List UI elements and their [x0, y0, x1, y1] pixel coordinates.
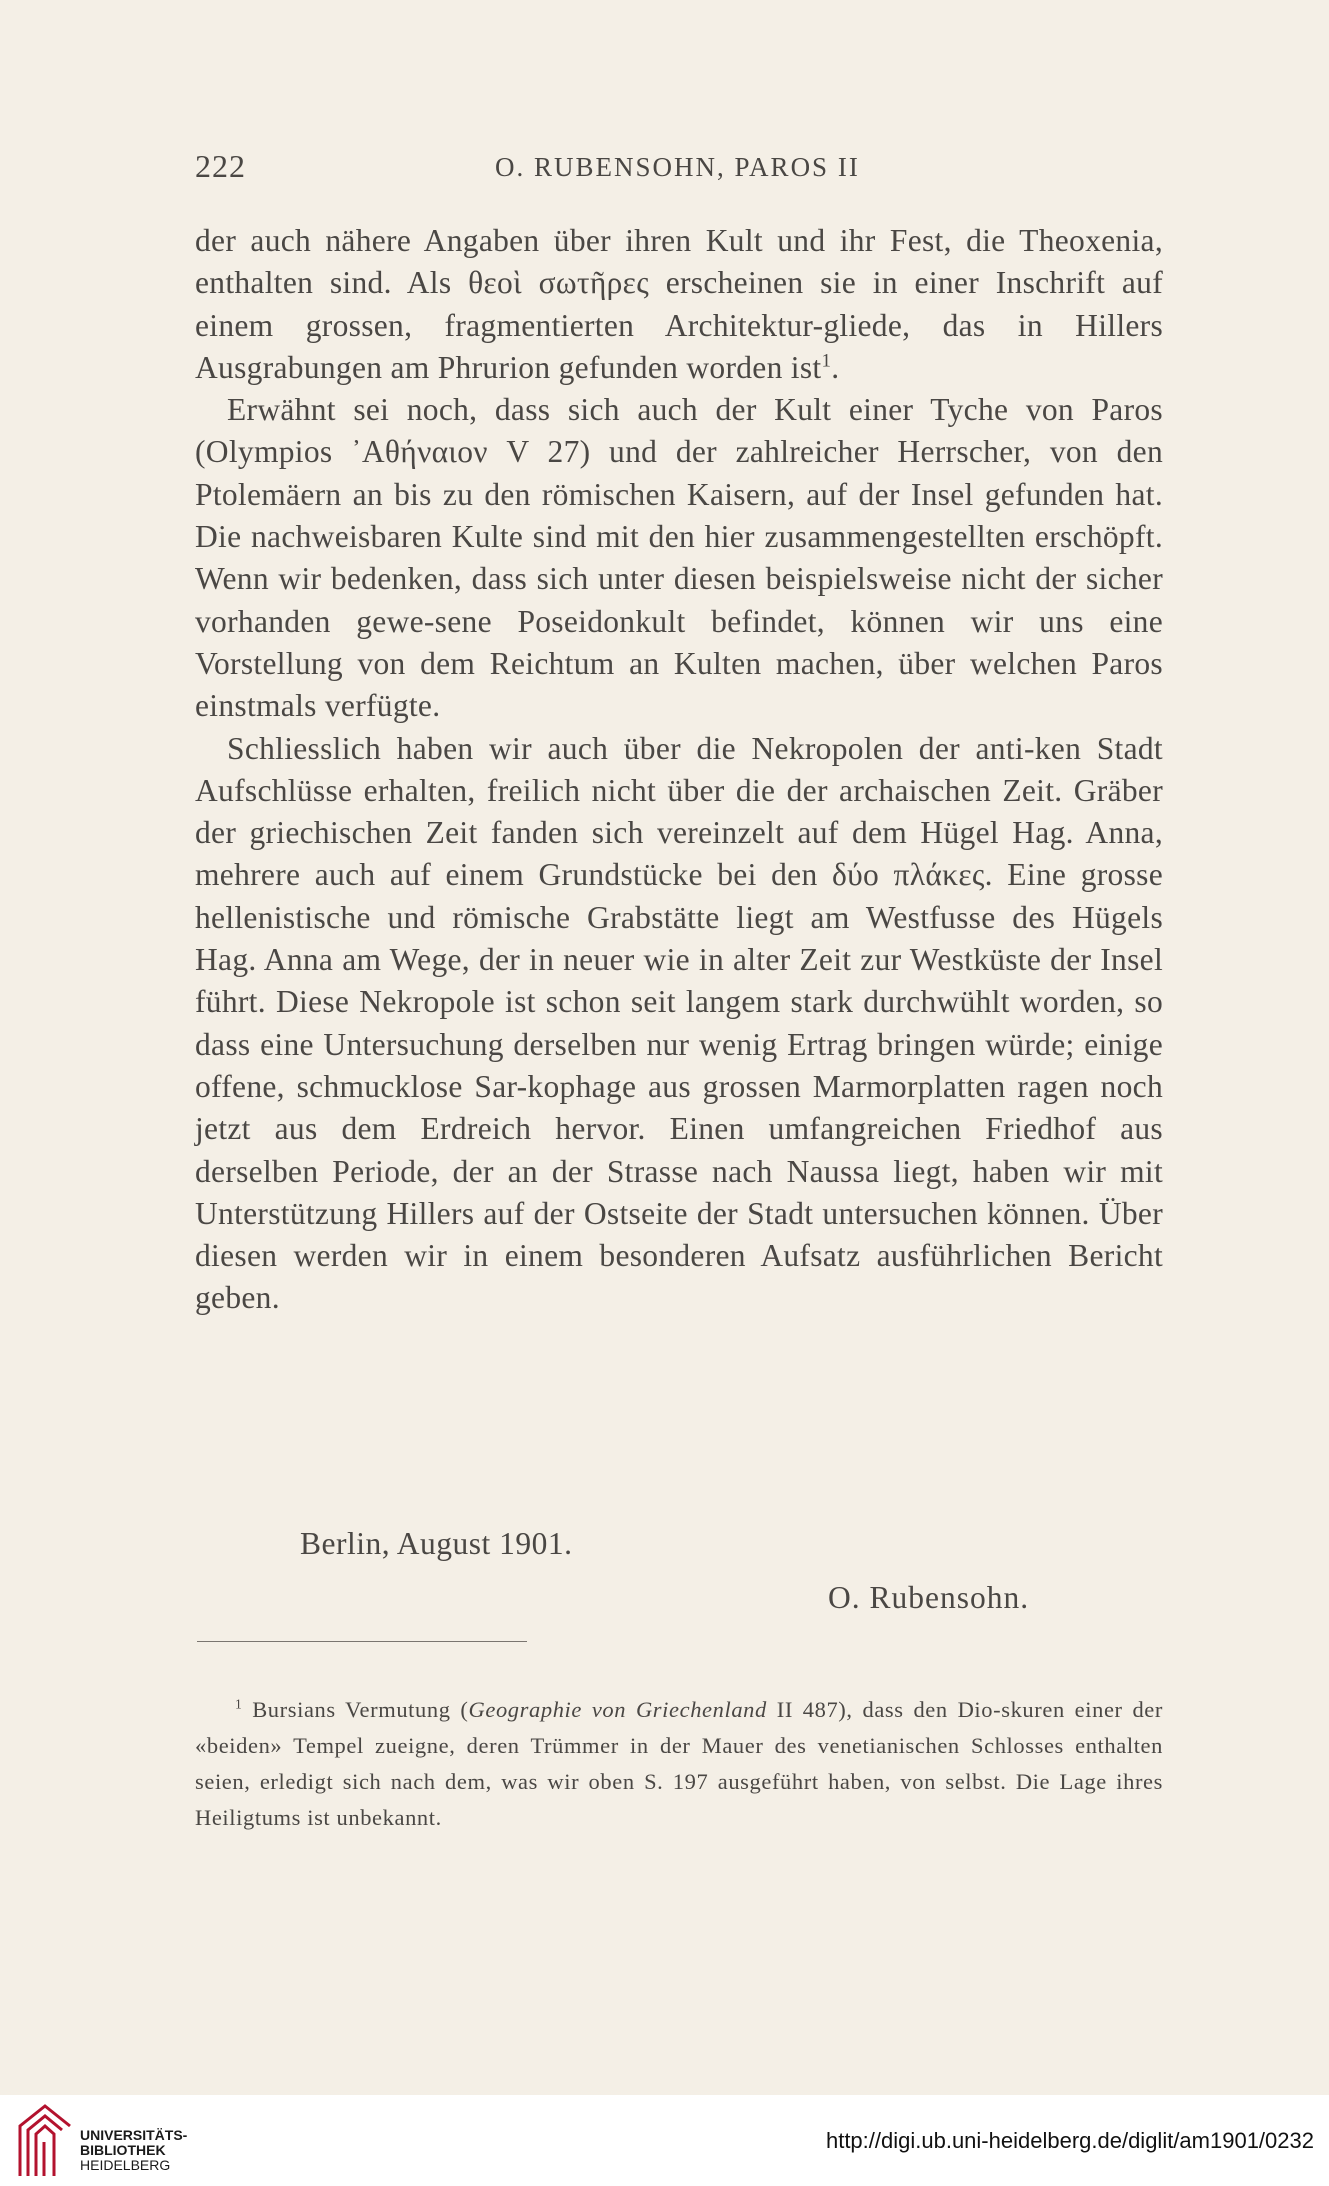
footnote — [195, 1692, 1163, 1836]
source-url-link[interactable]: http://digi.ub.uni-heidelberg.de/diglit/am1901/0232 — [825, 2128, 1314, 2153]
footnote-divider — [197, 1641, 527, 1642]
page-header — [195, 148, 1165, 198]
footnote-marker: 1 — [235, 1696, 243, 1712]
footnote-reference: 1 — [821, 350, 832, 372]
library-name-line-1: UNIVERSITÄTS- — [80, 2127, 188, 2143]
library-name-line-3: HEIDELBERG — [80, 2157, 171, 2173]
university-library-logo-icon[interactable] — [14, 2098, 76, 2180]
dateline: Berlin, August 1901. — [300, 1526, 573, 1561]
paragraph-2: Erwähnt sei noch, dass sich auch der Kult einer Tyche von Paros (Olympios ᾿Αθήναιον V 27) und der zahlreicher Herrscher, von den Ptolemäern an bis zu den römischen Kaisern, auf der Insel gefunden hat. Die nachweisbaren Kulte sind mit den hier zusammengestellten erschöpft. Wenn wir bedenken, dass sich unter diesen beispielsweise nicht der sicher vorhanden gewe-sene Poseidonkult befindet, können wir uns eine Vorstellung von dem Reichtum an Kulten machen, über welchen Paros einstmals verfügte. — [195, 392, 1163, 724]
library-name — [80, 2128, 187, 2173]
footnote-text-before: Bursians Vermutung ( — [252, 1697, 469, 1722]
paragraph-3: Schliesslich haben wir auch über die Nekropolen der anti-ken Stadt Aufschlüsse erhalten, freilich nicht über die der archaischen Zeit. Gräber der griechischen Zeit fanden sich vereinzelt auf dem Hügel Hag. Anna, mehrere auch auf einem Grundstücke bei den δύο πλάκες. Eine grosse hellenistische und römische Grabstätte liegt am Westfusse des Hügels Hag. Anna am Wege, der in neuer wie in alter Zeit zur Westküste der Insel führt. Diese Nekropole ist schon seit langem stark durchwühlt worden, so dass eine Untersuchung derselben nur wenig Ertrag bringen würde; einige offene, schmucklose Sar-kophage aus grossen Marmorplatten ragen noch jetzt aus dem Erdreich hervor. Einen umfangreichen Friedhof aus derselben Periode, der an der Strasse nach Naussa liegt, haben wir mit Unterstützung Hillers auf der Ostseite der Stadt untersuchen können. Über diesen werden wir in einem besonderen Aufsatz ausführlichen Bericht geben. — [195, 730, 1163, 1316]
body-text — [195, 220, 1163, 1320]
running-head: O. RUBENSOHN, PAROS II — [495, 152, 860, 182]
page-number: 222 — [195, 148, 246, 184]
library-name-line-2: BIBLIOTHEK — [80, 2142, 166, 2158]
author-signature: O. Rubensohn. — [828, 1580, 1030, 1615]
footnote-text-after: II 487), dass den Dio-skuren einer der «beiden» Tempel zueigne, deren Trümmer in der Mauer des venetianischen Schlosses enthalten seien, erledigt sich nach dem, was wir oben S. 197 ausgeführt haben, von selbst. Die Lage ihres Heiligtums ist unbekannt. — [195, 1697, 1163, 1830]
footnote-book-title: Geographie von Griechenland — [468, 1697, 767, 1722]
paragraph-1-text: der auch nähere Angaben über ihren Kult und ihr Fest, die Theoxenia, enthalten sind. Als θεοὶ σωτῆρες erscheinen sie in einer Inschrift auf einem grossen, fragmentierten Architektur-gliede, das in Hillers Ausgrabungen am Phrurion gefunden worden ist — [195, 223, 1163, 385]
paragraph-1-end: . — [831, 349, 840, 385]
paragraph-1 — [195, 220, 1163, 389]
